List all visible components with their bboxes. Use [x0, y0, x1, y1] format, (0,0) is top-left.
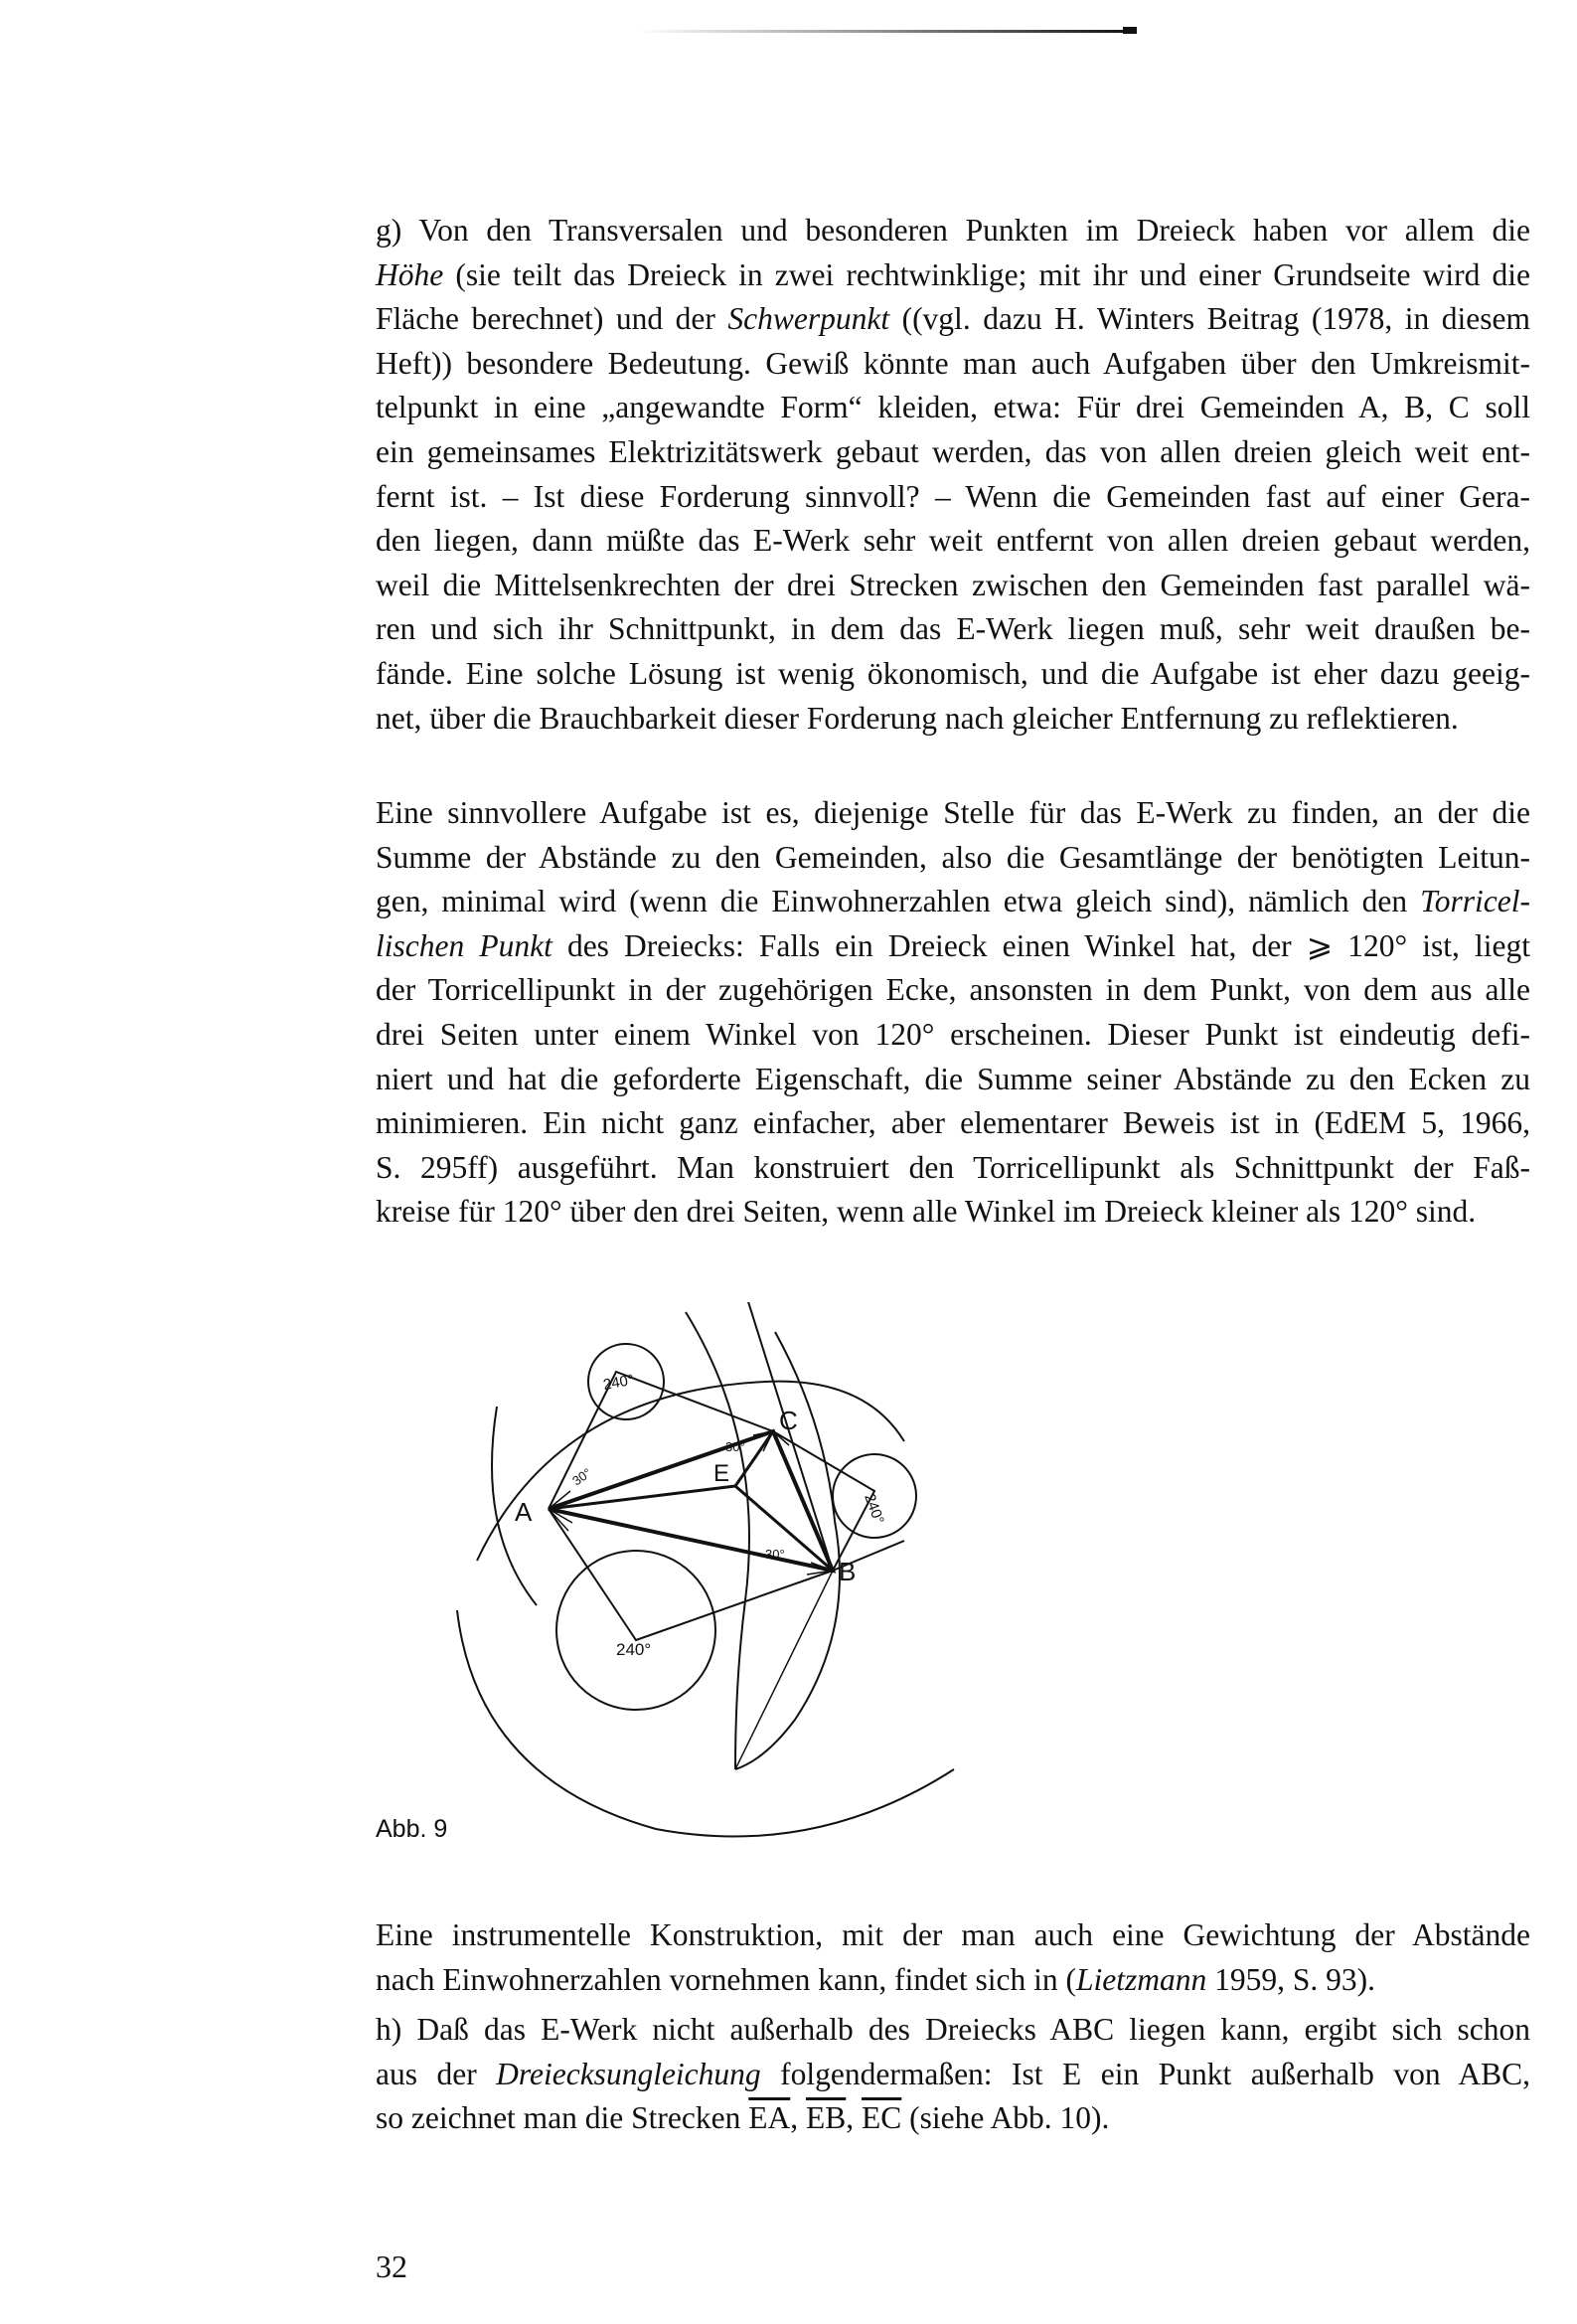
text-line: [376, 2053, 1530, 2097]
text-segment: Fläche berechnet) und der: [376, 301, 728, 337]
text-line: [376, 880, 1530, 924]
paragraph-g: [376, 209, 1530, 741]
text-line: [376, 1101, 1530, 1146]
text-segment: den liegen, dann müßte das E-Werk sehr weit entfernt von allen dreien gebaut werden,: [376, 523, 1530, 559]
text-segment: minimieren. Ein nicht ganz einfacher, aber elementarer Beweis ist in (EdEM 5, 1966,: [376, 1105, 1530, 1141]
text-line: [376, 2096, 1530, 2141]
text-line: [376, 1058, 1530, 1102]
italic-term: Torricel-: [1420, 884, 1530, 919]
text-line: [376, 652, 1530, 697]
text-segment: Heft)) besondere Bedeutung. Gewiß könnte man auch Aufgaben über den Umkreismit-: [376, 345, 1530, 381]
text-line: [376, 1146, 1530, 1191]
triangle-abc: [549, 1431, 833, 1571]
circle-240-bottom: [556, 1551, 715, 1710]
text-segment: fernt ist. – Ist diese Forderung sinnvoll? – Wenn die Gemeinden fast auf einer Gera-: [376, 478, 1530, 514]
text-segment: Eine instrumentelle Konstruktion, mit der man auch eine Gewichtung der Abstände: [376, 1917, 1530, 1952]
italic-term: lischen Punkt: [376, 927, 552, 963]
text-segment: ren und sich ihr Schnittpunkt, in dem das E-Werk liegen muß, sehr weit draußen be-: [376, 611, 1530, 647]
angle-240-bottom: 240°: [616, 1640, 652, 1659]
paragraph-h: [376, 2008, 1530, 2141]
text-line: [376, 607, 1530, 652]
text-segment: weil die Mittelsenkrechten der drei Strecken zwischen den Gemeinden fast parallel wä-: [376, 567, 1530, 602]
text-segment: g) Von den Transversalen und besonderen Punkten im Dreieck haben vor allem die: [376, 213, 1530, 248]
text-line: [376, 2008, 1530, 2053]
text-segment: drei Seiten unter einem Winkel von 120° erscheinen. Dieser Punkt ist eindeutig defi-: [376, 1016, 1530, 1052]
italic-term: Dreiecksungleichung: [496, 2056, 761, 2091]
text-line: [376, 475, 1530, 520]
text-segment: aus der: [376, 2056, 497, 2091]
text-segment: S. 295ff) ausgeführt. Man konstruiert den Torricellipunkt als Schnittpunkt der Faß-: [376, 1149, 1530, 1185]
text-line: [376, 1190, 1530, 1235]
text-line: [376, 1013, 1530, 1058]
paragraph-instrumental: [376, 1913, 1530, 2002]
text-line: [376, 791, 1530, 836]
italic-term: Höhe: [376, 256, 444, 292]
text-segment: 1959, S. 93).: [1206, 1961, 1376, 1997]
text-line: [376, 386, 1530, 430]
equilateral-over-ab: [549, 1509, 833, 1640]
text-segment: fände. Eine solche Lösung ist wenig ökonomisch, und die Aufgabe ist eher dazu geeig-: [376, 655, 1530, 691]
italic-term: Schwerpunkt: [727, 301, 890, 337]
text-line: [376, 342, 1530, 387]
text-segment: (siehe Abb. 10).: [901, 2100, 1110, 2136]
text-segment: telpunkt in eine „angewandte Form“ kleiden, etwa: Für drei Gemeinden A, B, C soll: [376, 390, 1530, 425]
text-line: [376, 430, 1530, 475]
figure-abb-9: [437, 1302, 1550, 1859]
angle-30-a: 30°: [569, 1464, 594, 1489]
label-c: C: [779, 1406, 798, 1435]
label-b: B: [839, 1557, 857, 1586]
text-line: [376, 1958, 1530, 2003]
text-segment: des Dreiecks: Falls ein Dreieck einen Winkel hat, der ⩾ 120° ist, liegt: [552, 927, 1531, 963]
text-segment: Eine sinnvollere Aufgabe ist es, diejenige Stelle für das E-Werk zu finden, an der die: [376, 795, 1530, 830]
angle-240-top: 240°: [601, 1371, 636, 1394]
segment-overline: $\overline{EC}$: [862, 2100, 902, 2136]
italic-term: Lietzmann: [1076, 1961, 1207, 1997]
label-a: A: [515, 1497, 533, 1527]
text-line: [376, 297, 1530, 342]
segment-overline: $\overline{EA}$: [748, 2100, 791, 2136]
angle-30-c: 30°: [725, 1439, 745, 1454]
text-segment: niert und hat die geforderte Eigenschaft, die Summe seiner Abstände zu den Ecken zu: [376, 1061, 1530, 1096]
text-segment: folgendermaßen: Ist E ein Punkt außerhalb von ABC,: [760, 2056, 1530, 2091]
text-segment: der Torricellipunkt in der zugehörigen Ecke, ansonsten in dem Punkt, von dem aus alle: [376, 972, 1530, 1008]
text-segment: h) Daß das E-Werk nicht außerhalb des Dreiecks ABC liegen kann, ergibt sich schon: [376, 2012, 1530, 2047]
text-line: [376, 1913, 1530, 1958]
text-line: [376, 924, 1530, 969]
text-segment: so zeichnet man die Strecken: [376, 2100, 749, 2136]
text-line: [376, 564, 1530, 608]
arc-over-ab-lower: [457, 1610, 954, 1837]
text-line: [376, 253, 1530, 298]
text-line: [376, 836, 1530, 881]
page-number: 32: [376, 2248, 407, 2284]
scan-top-edge: [636, 30, 1133, 33]
text-segment: gen, minimal wird (wenn die Einwohnerzahlen etwa gleich sind), nämlich den: [376, 884, 1421, 919]
paragraph-torricelli: [376, 791, 1530, 1235]
text-segment: Summe der Abstände zu den Gemeinden, also die Gesamtlänge der benötigten Leitun-: [376, 839, 1530, 875]
text-segment: net, über die Brauchbarkeit dieser Forderung nach gleicher Entfernung zu reflektieren.: [376, 700, 1459, 736]
text-segment: ,: [846, 2100, 862, 2136]
text-segment: kreise für 120° über den drei Seiten, wenn alle Winkel im Dreieck kleiner als 120° sind.: [376, 1194, 1477, 1230]
text-line: [376, 519, 1530, 564]
text-line: [376, 209, 1530, 253]
segment-overline: $\overline{EB}$: [805, 2100, 847, 2136]
text-line: [376, 968, 1530, 1013]
text-line: [376, 697, 1530, 742]
label-e: E: [713, 1460, 730, 1487]
figure-caption: Abb. 9: [376, 1815, 448, 1843]
angle-30-b: 30°: [765, 1547, 785, 1562]
text-segment: ,: [790, 2100, 806, 2136]
angle-240-right: 240°: [861, 1491, 887, 1527]
text-segment: (sie teilt das Dreieck in zwei rechtwinklige; mit ihr und einer Grundseite wird die: [443, 256, 1530, 292]
scan-top-mark: [1123, 27, 1137, 34]
text-segment: nach Einwohnerzahlen vornehmen kann, findet sich in (: [376, 1961, 1077, 1997]
text-segment: ein gemeinsames Elektrizitätswerk gebaut werden, das von allen dreien gleich weit ent-: [376, 433, 1530, 469]
text-segment: ((vgl. dazu H. Winters Beitrag (1978, in diesem: [889, 301, 1530, 337]
